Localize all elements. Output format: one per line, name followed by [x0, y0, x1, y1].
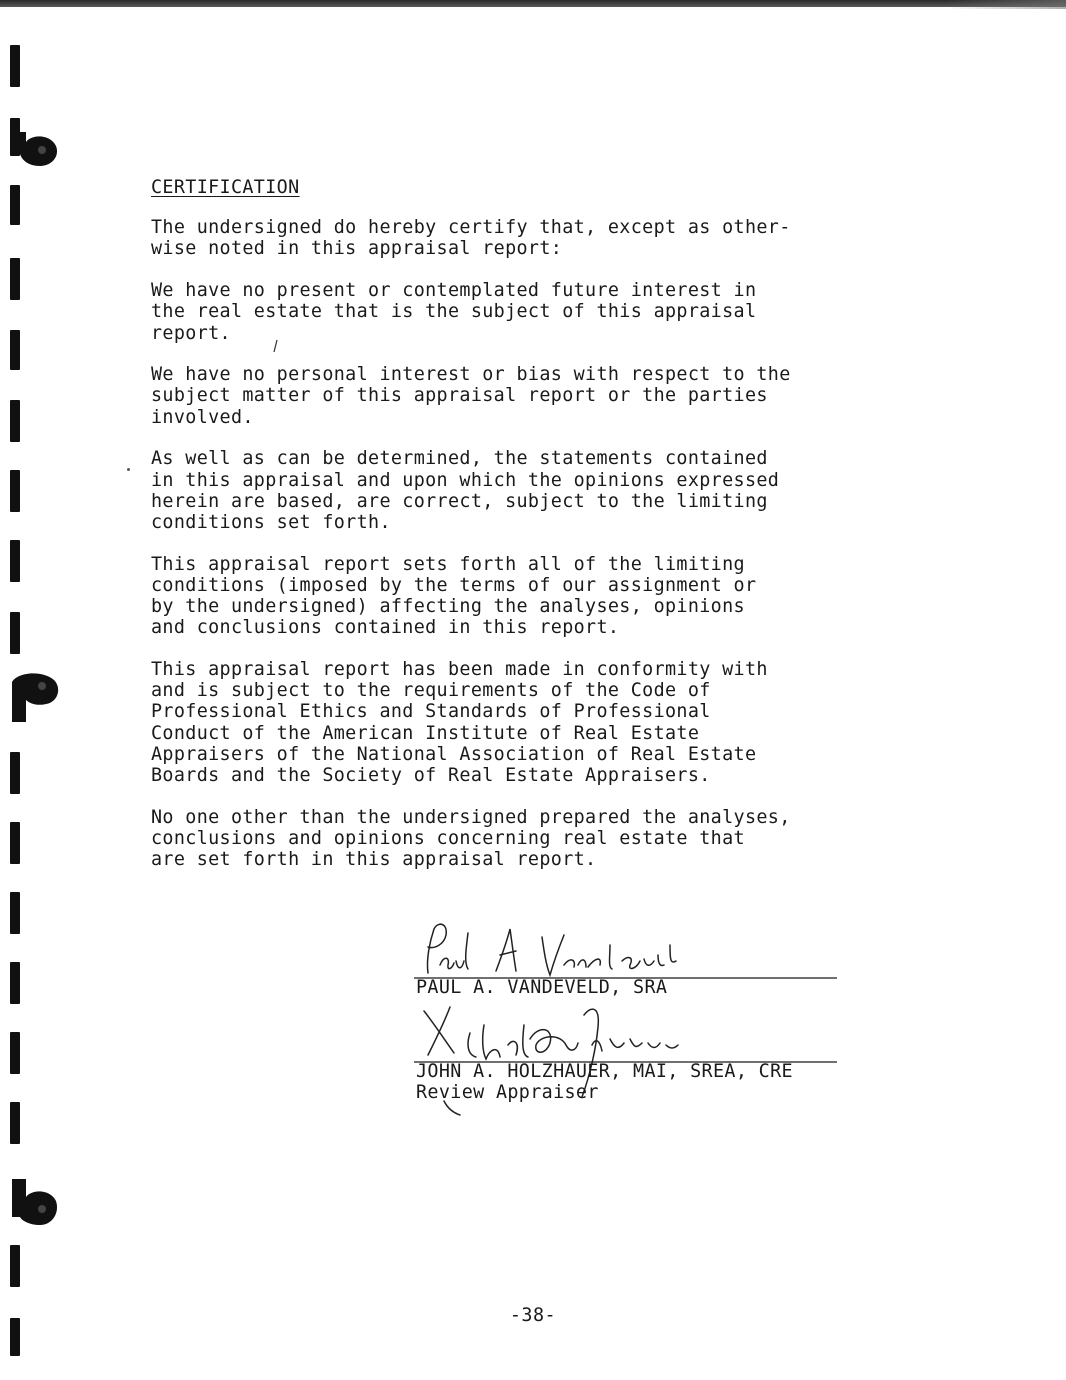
- signer-title-2: Review Appraiser: [416, 1082, 599, 1103]
- binder-bar: [10, 612, 20, 654]
- paragraph-no-interest: We have no present or contemplated future interest in the real estate that is the subject of this appraisal report.: [151, 280, 757, 344]
- stray-pen-mark: [270, 338, 280, 354]
- stray-dot: [127, 468, 130, 471]
- signer-name-1: PAUL A. VANDEVELD, SRA: [416, 977, 668, 998]
- scan-top-edge-shadow: [946, 0, 1066, 9]
- scan-top-edge: [0, 0, 1066, 7]
- paragraph-limiting-conditions: This appraisal report sets forth all of the limiting conditions (imposed by the terms of our assignment or by the undersigned) affecting the analyses, opinions and conclusions contained in this report.: [151, 553, 757, 639]
- binder-hole-icon: [8, 120, 60, 168]
- section-heading: CERTIFICATION: [151, 177, 300, 198]
- page-number: -38-: [509, 1305, 557, 1326]
- signature-block: [414, 915, 844, 1125]
- paragraph-conformity: This appraisal report has been made in conformity with and is subject to the requirements of the Code of Professional Ethics and Standards of Professional Conduct of the American Institute of Real Estate Appraisers of the National Association of Real Estate Boards and the Society of Real Estate Appraisers.: [151, 658, 768, 786]
- binder-hole-icon: [8, 1175, 60, 1235]
- binder-bar: [10, 540, 20, 582]
- signer-name-2: JOHN A. HOLZHAUER, MAI, SREA, CRE: [416, 1061, 793, 1082]
- binder-strip: [0, 0, 70, 1380]
- binder-bar: [10, 330, 20, 370]
- binder-bar: [10, 822, 20, 864]
- binder-bar: [10, 470, 20, 512]
- binder-bar: [10, 1245, 20, 1287]
- binder-bar: [10, 258, 20, 300]
- binder-hole-icon: [8, 668, 60, 724]
- binder-bar: [10, 892, 20, 934]
- binder-bar: [10, 45, 20, 87]
- binder-bar: [10, 1102, 20, 1144]
- paragraph-prepared-by: No one other than the undersigned prepared the analyses, conclusions and opinions concerning real estate that are set forth in this appraisal report.: [151, 806, 791, 871]
- binder-bar: [10, 185, 20, 225]
- binder-bar: [10, 752, 20, 794]
- certification-section: [151, 177, 911, 891]
- binder-bar: [10, 962, 20, 1004]
- paragraph-statements-correct: As well as can be determined, the statements contained in this appraisal and upon which the opinions expressed herein are based, are correct, subject to the limiting conditions set forth.: [151, 448, 780, 533]
- binder-bar: [10, 1032, 20, 1074]
- paragraph-no-bias: We have no personal interest or bias with respect to the subject matter of this appraisal report or the parties involved.: [151, 364, 791, 428]
- binder-bar: [10, 400, 20, 442]
- paragraph-intro: The undersigned do hereby certify that, except as other- wise noted in this appraisal report:: [151, 217, 791, 260]
